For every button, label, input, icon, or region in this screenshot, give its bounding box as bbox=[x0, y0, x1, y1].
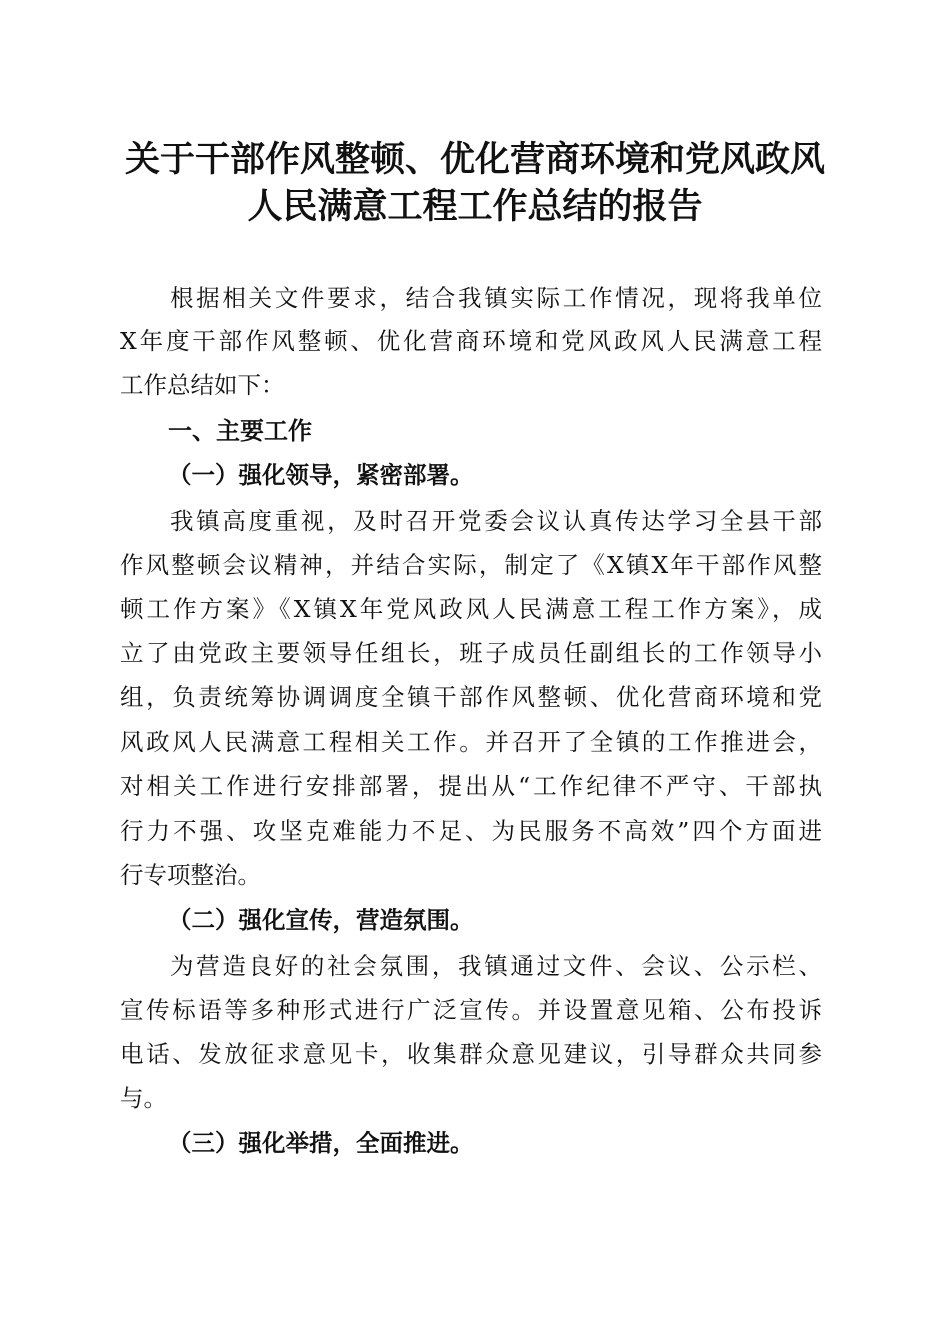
document-title-line-2: 人民满意工程工作总结的报告 bbox=[247, 186, 703, 227]
intro-line: 根据相关文件要求，结合我镇实际工作情况，现将我单位 bbox=[170, 284, 822, 312]
paragraph-line: 电话、发放征求意见卡，收集群众意见建议，引导群众共同参 bbox=[120, 1040, 822, 1068]
subsection-heading: （三）强化举措，全面推进。 bbox=[168, 1129, 474, 1157]
document-title-line-1: 关于干部作风整顿、优化营商环境和党风政风 bbox=[124, 139, 825, 180]
subsection-heading: （二）强化宣传，营造氛围。 bbox=[168, 906, 474, 934]
paragraph-line: 行专项整治。 bbox=[120, 861, 261, 889]
paragraph-line: 组，负责统筹协调调度全镇干部作风整顿、优化营商环境和党 bbox=[120, 683, 822, 711]
paragraph-line: 与。 bbox=[120, 1084, 167, 1112]
paragraph-line: 顿工作方案》《X镇X年党风政风人民满意工程工作方案》，成 bbox=[120, 595, 822, 623]
paragraph-line: 为营造良好的社会氛围，我镇通过文件、会议、公示栏、 bbox=[170, 952, 822, 980]
paragraph-line: 立了由党政主要领导任组长，班子成员任副组长的工作领导小 bbox=[120, 639, 822, 667]
paragraph-line: 风政风人民满意工程相关工作。并召开了全镇的工作推进会， bbox=[120, 728, 822, 756]
intro-line: 工作总结如下： bbox=[120, 371, 285, 399]
paragraph-line: 对相关工作进行安排部署，提出从“工作纪律不严守、干部执 bbox=[120, 772, 822, 800]
paragraph-line: 作风整顿会议精神，并结合实际，制定了《X镇X年干部作风整 bbox=[120, 551, 822, 579]
section-heading: 一、主要工作 bbox=[168, 417, 312, 445]
paragraph-line: 宣传标语等多种形式进行广泛宣传。并设置意见箱、公布投诉 bbox=[120, 996, 822, 1024]
paragraph-line: 我镇高度重视，及时召开党委会议认真传达学习全县干部 bbox=[170, 507, 822, 535]
subsection-heading: （一）强化领导，紧密部署。 bbox=[168, 461, 474, 489]
intro-line: X年度干部作风整顿、优化营商环境和党风政风人民满意工程 bbox=[120, 327, 822, 355]
paragraph-line: 行力不强、攻坚克难能力不足、为民服务不高效”四个方面进 bbox=[120, 817, 822, 845]
